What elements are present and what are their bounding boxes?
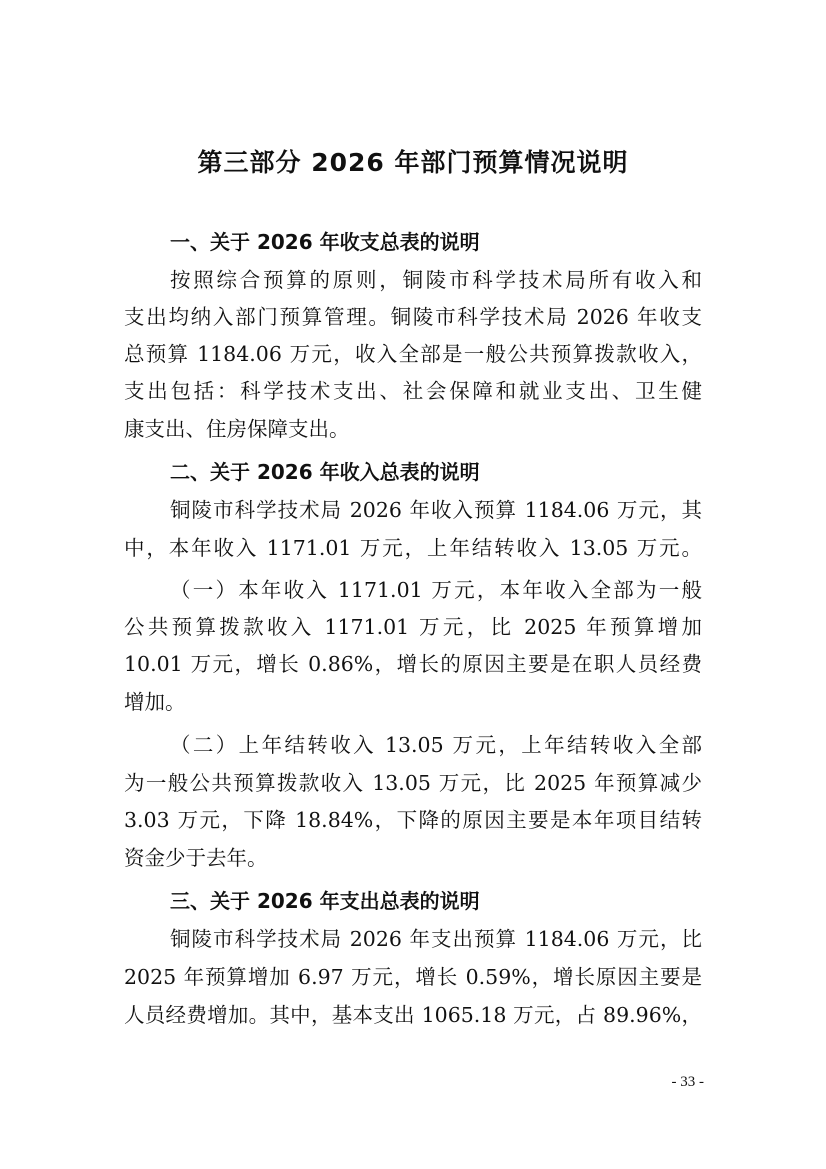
paragraph-line: 支出均纳入部门预算管理。铜陵市科学技术局 2026 年收支 (124, 305, 702, 329)
section-heading-1: 一、关于 2026 年收支总表的说明 (170, 230, 480, 254)
paragraph-line: 铜陵市科学技术局 2026 年支出预算 1184.06 万元，比 (170, 927, 702, 951)
paragraph-line: （一）本年收入 1171.01 万元，本年收入全部为一般 (170, 578, 702, 602)
paragraph-line: 人员经费增加。其中，基本支出 1065.18 万元，占 89.96%， (124, 1003, 702, 1027)
paragraph-line: 3.03 万元，下降 18.84%，下降的原因主要是本年项目结转 (124, 808, 702, 832)
paragraph-line: 增加。 (124, 690, 186, 714)
paragraph-line: 为一般公共预算拨款收入 13.05 万元，比 2025 年预算减少 (124, 771, 702, 795)
paragraph-line: （二）上年结转收入 13.05 万元，上年结转收入全部 (170, 733, 702, 757)
section-heading-2: 二、关于 2026 年收入总表的说明 (170, 460, 480, 484)
paragraph-line: 铜陵市科学技术局 2026 年收入预算 1184.06 万元，其 (170, 498, 702, 522)
paragraph-line: 康支出、住房保障支出。 (124, 417, 350, 441)
page-number: - 33 - (671, 1074, 704, 1090)
paragraph-line: 公共预算拨款收入 1171.01 万元，比 2025 年预算增加 (124, 615, 702, 639)
paragraph-line: 按照综合预算的原则，铜陵市科学技术局所有收入和 (170, 268, 702, 292)
paragraph-line: 2025 年预算增加 6.97 万元，增长 0.59%，增长原因主要是 (124, 965, 702, 989)
paragraph-line: 中，本年收入 1171.01 万元，上年结转收入 13.05 万元。 (124, 536, 702, 560)
paragraph-line: 10.01 万元，增长 0.86%，增长的原因主要是在职人员经费 (124, 652, 702, 676)
paragraph-line: 资金少于去年。 (124, 846, 268, 870)
paragraph-line: 支出包括：科学技术支出、社会保障和就业支出、卫生健 (124, 379, 702, 403)
section-heading-3: 三、关于 2026 年支出总表的说明 (170, 889, 480, 913)
paragraph-line: 总预算 1184.06 万元，收入全部是一般公共预算拨款收入， (124, 342, 702, 366)
page-title: 第三部分 2026 年部门预算情况说明 (197, 148, 629, 177)
